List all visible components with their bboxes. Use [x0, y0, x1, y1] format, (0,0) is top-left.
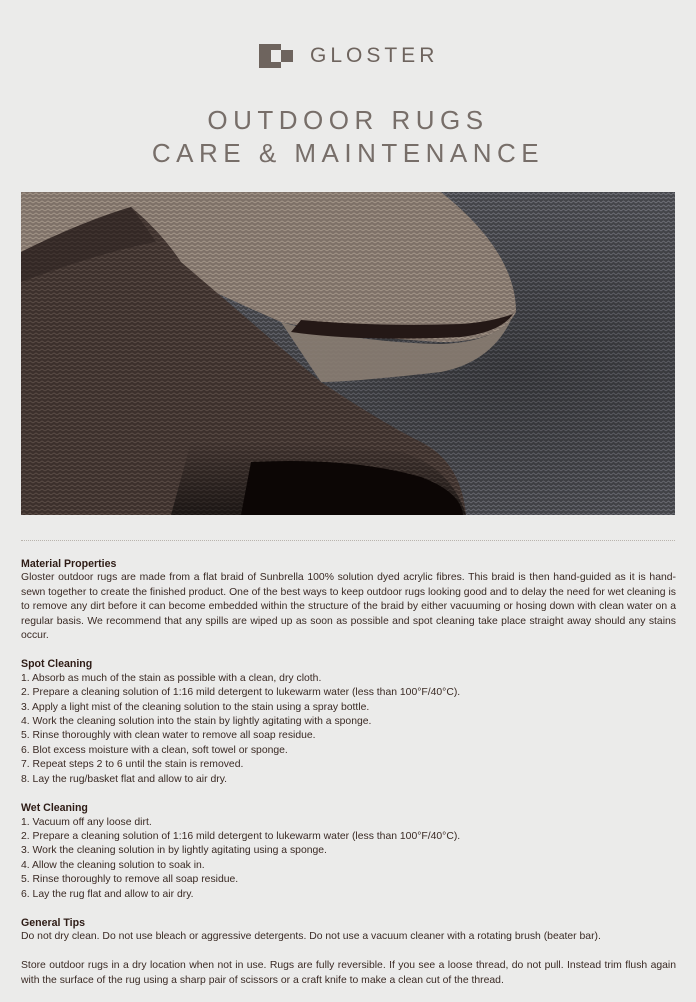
step-list	[21, 816, 676, 902]
brand-logo	[259, 44, 438, 68]
step-list	[21, 672, 676, 787]
list-item: 2. Prepare a cleaning solution of 1:16 mild detergent to lukewarm water (less than 100°F/40°C).	[21, 830, 461, 842]
section-material-properties	[21, 557, 676, 643]
rug-photo-icon	[21, 192, 675, 515]
list-item: 6. Blot excess moisture with a clean, soft towel or sponge.	[21, 744, 288, 756]
section-wet-cleaning	[21, 801, 676, 902]
title-line-2: CARE & MAINTENANCE	[151, 138, 545, 168]
section-heading: Wet Cleaning	[21, 802, 88, 815]
section-heading: Spot Cleaning	[21, 658, 93, 671]
list-item: 1. Vacuum off any loose dirt.	[21, 816, 152, 828]
section-divider	[21, 540, 675, 541]
care-instructions	[21, 557, 676, 1002]
list-item: 2. Prepare a cleaning solution of 1:16 mild detergent to lukewarm water (less than 100°F/40°C).	[21, 687, 461, 699]
section-heading: Material Properties	[21, 558, 117, 570]
tips-paragraph-2: Store outdoor rugs in a dry location when not in use. Rugs are fully reversible. If you see a loose thread, do not pull. Instead trim flush again with the surface of the rug using a sharp pair of scissors or a craft knife to make a clean cut of the thread.	[21, 960, 676, 986]
section-spot-cleaning	[21, 657, 676, 787]
list-item: 7. Repeat steps 2 to 6 until the stain is removed.	[21, 759, 244, 771]
page-title	[0, 104, 696, 170]
tips-paragraph-1: Do not dry clean. Do not use bleach or aggressive detergents. Do not use a vacuum cleaner with a rotating brush (beater bar).	[21, 931, 601, 943]
brand-name: GLOSTER	[310, 44, 439, 67]
section-body: Gloster outdoor rugs are made from a flat braid of Sunbrella 100% solution dyed acrylic fibres. This braid is then hand-guided as it is hand-sewn together to create the finished product. One of the best ways to keep outdoor rugs looking good and to delay the need for wet cleaning is to remove any dirt before it can become embedded within the structure of the braid by either vacuuming or hosing down with clean water on a regular basis. We recommend that any spills are wiped up as soon as possible and spot cleaning take place straight away should any stains occur.	[21, 572, 676, 642]
list-item: 1. Absorb as much of the stain as possible with a clean, dry cloth.	[21, 672, 322, 684]
list-item: 6. Lay the rug flat and allow to air dry.	[21, 888, 194, 900]
list-item: 4. Allow the cleaning solution to soak in.	[21, 859, 205, 871]
section-heading: General Tips	[21, 916, 85, 929]
list-item: 3. Apply a light mist of the cleaning solution to the stain using a spray bottle.	[21, 701, 370, 713]
gloster-square-mark-icon	[259, 44, 295, 68]
section-general-tips	[21, 916, 676, 988]
list-item: 5. Rinse thoroughly with clean water to remove all soap residue.	[21, 730, 316, 742]
list-item: 8. Lay the rug/basket flat and allow to air dry.	[21, 773, 228, 785]
list-item: 5. Rinse thoroughly to remove all soap residue.	[21, 874, 239, 886]
list-item: 4. Work the cleaning solution into the stain by lightly agitating with a sponge.	[21, 716, 372, 728]
hero-rug-image	[21, 192, 675, 515]
list-item: 3. Work the cleaning solution in by lightly agitating using a sponge.	[21, 845, 327, 857]
title-line-1: OUTDOOR RUGS	[207, 105, 489, 135]
